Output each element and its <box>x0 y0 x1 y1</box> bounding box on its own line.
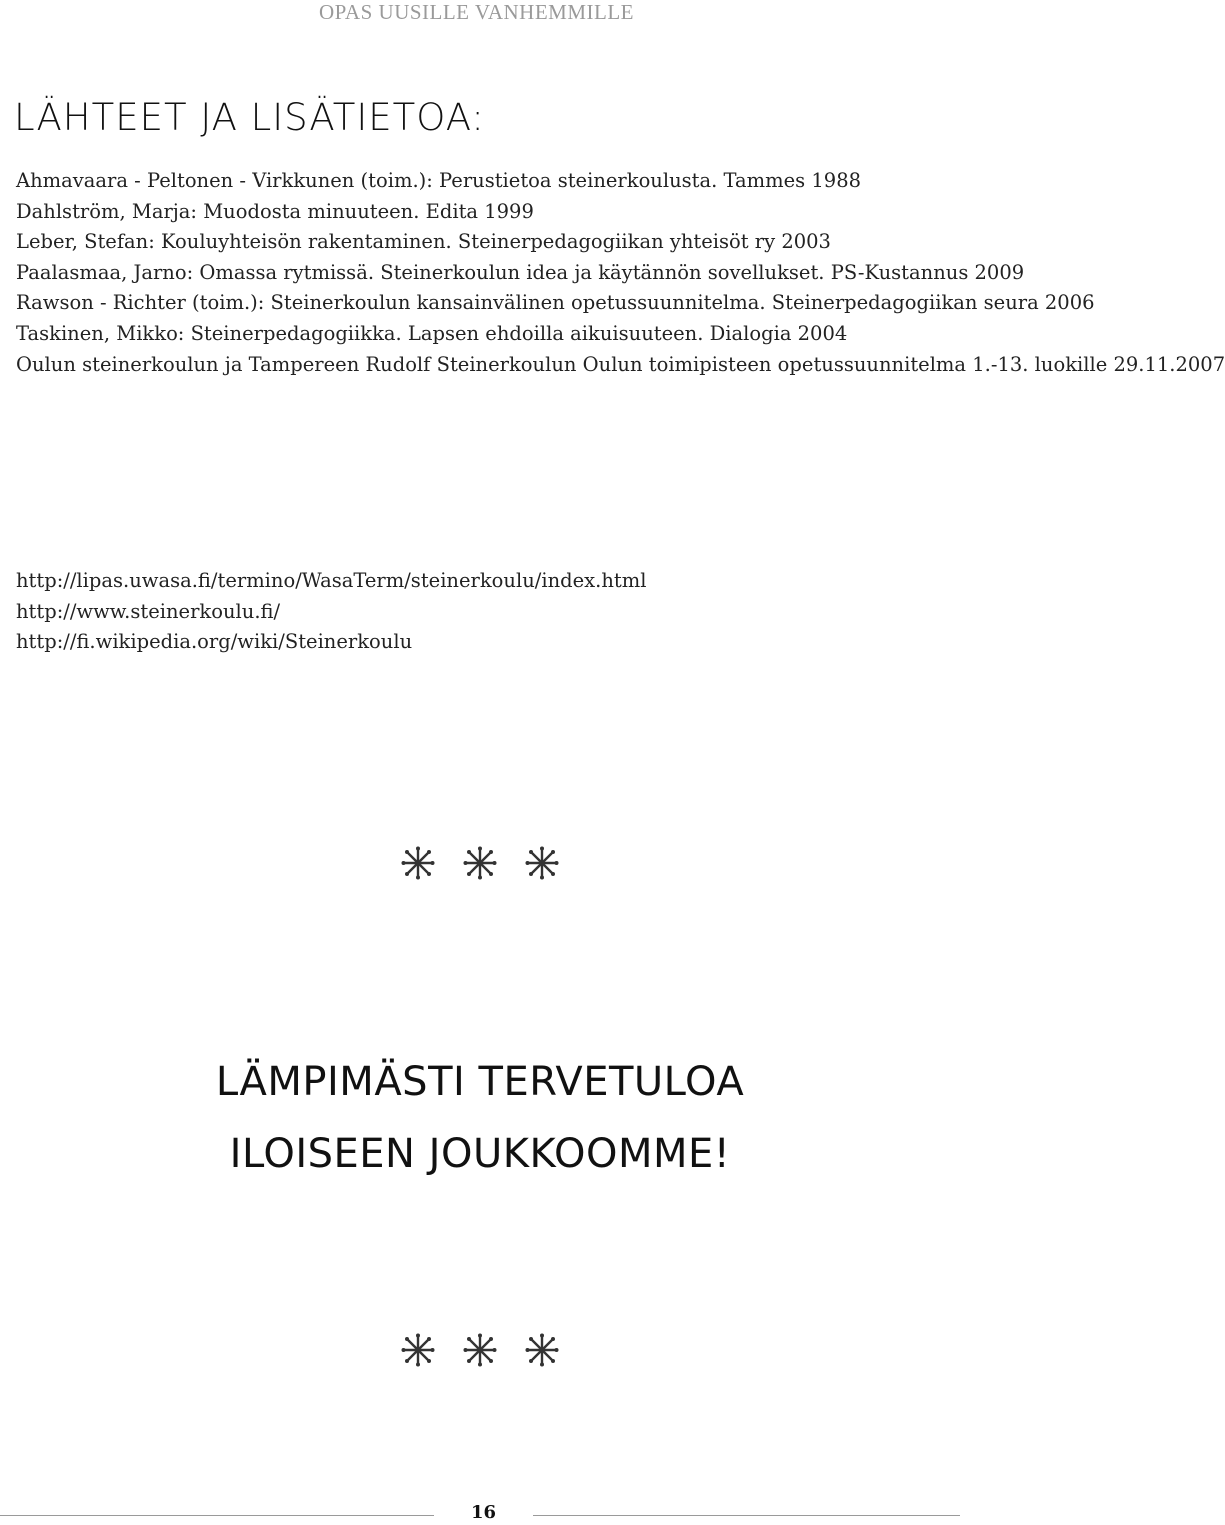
reference-item: Rawson - Richter (toim.): Steinerkoulun kansainvälinen opetussuunnitelma. Steinerpedagogiikan seura 2006 <box>16 291 1095 315</box>
reference-item: Dahlström, Marja: Muodosta minuuteen. Edita 1999 <box>16 199 534 223</box>
ornament-row-bottom <box>0 1333 960 1367</box>
snowflake-icon <box>463 1333 497 1367</box>
footer-rule-left <box>0 1515 434 1516</box>
page-number: 16 <box>470 1502 497 1523</box>
reference-item: Ahmavaara - Peltonen - Virkkunen (toim.): Perustietoa steinerkoulusta. Tammes 1988 <box>16 169 862 192</box>
snowflake-icon <box>463 846 497 880</box>
link-item[interactable]: http://fi.wikipedia.org/wiki/Steinerkoulu <box>16 630 413 654</box>
running-header: OPAS UUSILLE VANHEMMILLE <box>319 0 634 24</box>
ornament-row-top <box>0 846 960 880</box>
welcome-message <box>0 1046 960 1190</box>
reference-item: Oulun steinerkoulun ja Tampereen Rudolf Steinerkoulun Oulun toimipisteen opetussuunnitelma 1.-13. luokille 29.11.2007 <box>16 352 1225 376</box>
welcome-line-2: ILOISEEN JOUKKOOMME! <box>229 1131 731 1177</box>
link-item[interactable]: http://lipas.uwasa.fi/termino/WasaTerm/steinerkoulu/index.html <box>16 569 647 592</box>
reference-item: Leber, Stefan: Kouluyhteisön rakentaminen. Steinerpedagogiikan yhteisöt ry 2003 <box>16 230 831 254</box>
snowflake-icon <box>401 1333 435 1367</box>
welcome-line-1: LÄMPIMÄSTI TERVETULOA <box>215 1059 745 1105</box>
snowflake-icon <box>525 846 559 880</box>
footer-rule-right <box>533 1515 960 1516</box>
snowflake-icon <box>401 846 435 880</box>
link-item[interactable]: http://www.steinerkoulu.fi/ <box>16 599 281 623</box>
reference-item: Paalasmaa, Jarno: Omassa rytmissä. Steinerkoulun idea ja käytännön sovellukset. PS-Kustannus 2009 <box>16 260 1025 284</box>
snowflake-icon <box>525 1333 559 1367</box>
reference-item: Taskinen, Mikko: Steinerpedagogiikka. Lapsen ehdoilla aikuisuuteen. Dialogia 2004 <box>16 321 848 345</box>
reference-list <box>16 166 1225 380</box>
section-title: LÄHTEET JA LISÄTIETOA: <box>14 96 485 139</box>
link-list <box>16 566 646 658</box>
